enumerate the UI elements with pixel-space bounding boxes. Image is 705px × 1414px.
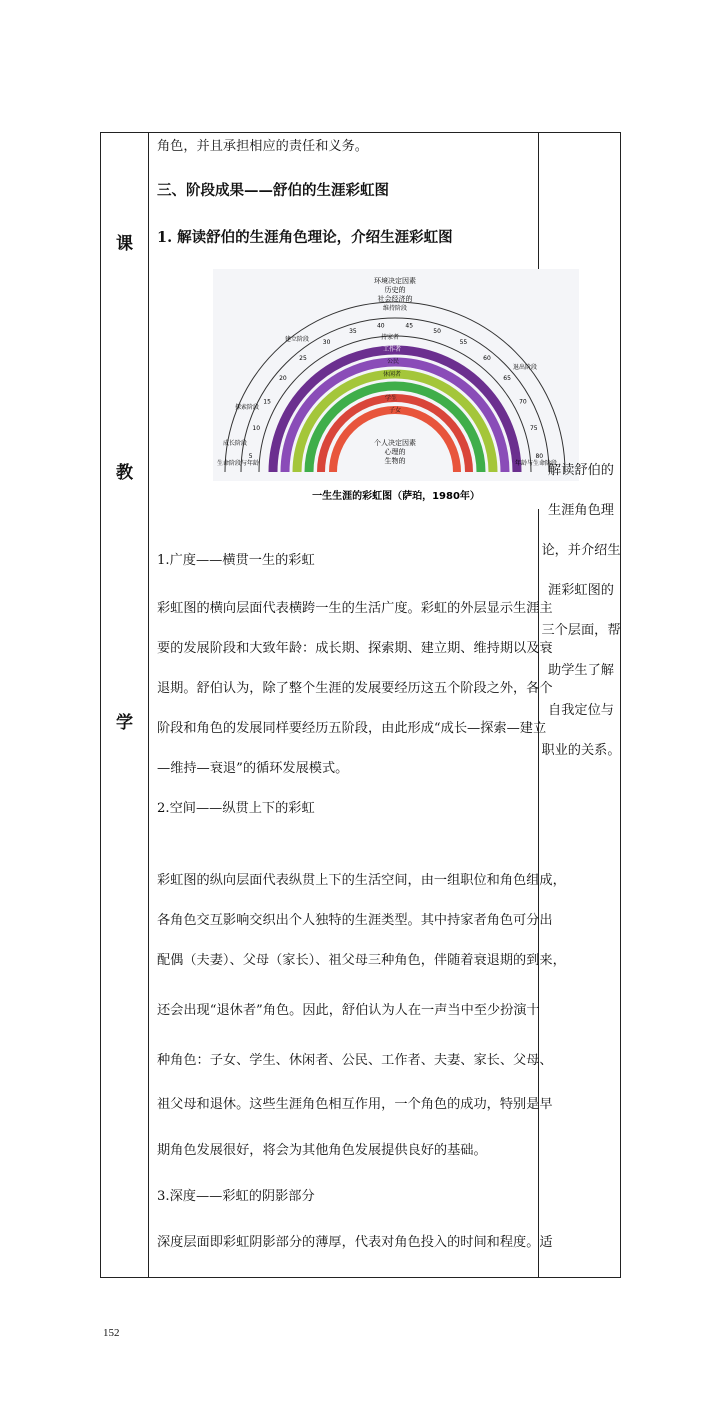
right-column bbox=[540, 133, 622, 1277]
text-line: 阶段和角色的发展同样要经历五阶段，由此形成“成长—探索—建立 bbox=[157, 721, 547, 736]
age-tick-label: 20 bbox=[279, 375, 287, 382]
text-line: 配偶（夫妻）、父母（家长）、祖父母三种角色，伴随着衰退期的到来， bbox=[157, 953, 566, 968]
text-line: 彩虹图的横向层面代表横跨一生的生活广度。彩虹的外层显示生涯主 bbox=[157, 601, 553, 616]
stage-label: 成长阶段 bbox=[223, 440, 248, 447]
subsection-heading: 1. 解读舒伯的生涯角色理论，介绍生涯彩虹图 bbox=[157, 229, 453, 246]
age-tick-label: 15 bbox=[263, 398, 271, 406]
note-line: 涯彩虹图的 bbox=[548, 583, 614, 598]
page-number: 152 bbox=[103, 1327, 120, 1339]
text-line: —维持—衰退”的循环发展模式。 bbox=[157, 761, 349, 776]
text-line: 还会出现“退休者”角色。因此，舒伯认为人在一声当中至少扮演十 bbox=[157, 1003, 540, 1018]
text-line: 要的发展阶段和大致年龄：成长期、探索期、建立期、维持期以及衰 bbox=[157, 641, 553, 656]
top-label: 环境决定因素 bbox=[374, 277, 416, 285]
age-tick-label: 25 bbox=[299, 354, 307, 362]
role-label: 工作者 bbox=[383, 346, 402, 353]
age-tick-label: 5 bbox=[248, 452, 253, 460]
note-line: 论，并介绍生 bbox=[541, 543, 621, 558]
bottom-label: 个人决定因素 bbox=[374, 439, 416, 447]
top-label: 维持阶段 bbox=[382, 305, 408, 312]
section-title: 2.空间——纵贯上下的彩虹 bbox=[157, 801, 315, 816]
text-line: 各角色交互影响交织出个人独特的生涯类型。其中持家者角色可分出 bbox=[157, 913, 553, 928]
age-tick-label: 30 bbox=[322, 339, 331, 347]
note-line: 职业的关系。 bbox=[541, 743, 621, 758]
age-tick-label: 60 bbox=[483, 354, 491, 362]
vertical-char: 学 bbox=[116, 713, 133, 733]
vertical-char: 课 bbox=[116, 234, 133, 254]
age-tick-label: 50 bbox=[433, 328, 441, 336]
section-heading: 三、阶段成果——舒伯的生涯彩虹图 bbox=[157, 182, 389, 199]
vertical-char: 教 bbox=[116, 463, 133, 483]
role-label: 持家者 bbox=[381, 334, 400, 341]
text-line: 彩虹图的纵向层面代表纵贯上下的生活空间，由一组职位和角色组成， bbox=[157, 873, 566, 888]
text-line: 角色，并且承担相应的责任和义务。 bbox=[157, 139, 368, 154]
note-line: 助学生了解 bbox=[548, 663, 614, 678]
age-tick-label: 65 bbox=[503, 375, 511, 382]
age-tick-label: 75 bbox=[529, 424, 538, 432]
age-tick-label: 10 bbox=[252, 424, 261, 432]
section-title: 1.广度——横贯一生的彩虹 bbox=[157, 553, 315, 568]
text-line: 祖父母和退休。这些生涯角色相互作用，一个角色的成功，特别是早 bbox=[157, 1097, 553, 1112]
age-tick-label: 40 bbox=[376, 322, 385, 330]
role-label: 公民 bbox=[387, 358, 400, 365]
top-label: 历史的 bbox=[384, 286, 406, 294]
left-column bbox=[101, 133, 148, 1277]
career-rainbow-figure bbox=[213, 269, 579, 509]
lesson-table bbox=[100, 132, 621, 1278]
stage-label: 退出阶段 bbox=[513, 364, 538, 371]
note-line: 自我定位与 bbox=[548, 703, 614, 718]
bottom-label: 心理的 bbox=[384, 448, 406, 456]
stage-label: 探索阶段 bbox=[235, 404, 260, 411]
stage-label: 建立阶段 bbox=[285, 336, 310, 343]
age-tick-label: 80 bbox=[535, 452, 544, 460]
note-line: 三个层面，帮 bbox=[541, 623, 621, 638]
stage-label: 年龄与生命阶段 bbox=[515, 460, 558, 467]
top-label: 社会经济的 bbox=[377, 295, 413, 303]
text-line: 期角色发展很好，将会为其他角色发展提供良好的基础。 bbox=[157, 1143, 487, 1158]
bottom-label: 生物的 bbox=[384, 457, 406, 465]
role-label: 休闲者 bbox=[383, 371, 402, 378]
text-line: 退期。舒伯认为，除了整个生涯的发展要经历这五个阶段之外，各个 bbox=[157, 681, 553, 696]
column-divider bbox=[148, 133, 149, 1277]
text-line: 深度层面即彩虹阴影部分的薄厚，代表对角色投入的时间和程度。适 bbox=[157, 1235, 553, 1250]
age-tick-label: 35 bbox=[349, 328, 357, 336]
role-label: 子女 bbox=[389, 407, 402, 414]
age-tick-label: 55 bbox=[459, 339, 468, 347]
section-title: 3.深度——彩虹的阴影部分 bbox=[157, 1189, 315, 1204]
figure-caption: 一生生涯的彩虹图（萨珀，1980年） bbox=[312, 491, 480, 502]
note-line: 生涯角色理 bbox=[548, 503, 614, 518]
age-tick-label: 70 bbox=[519, 398, 527, 406]
role-label: 学生 bbox=[385, 395, 398, 402]
age-tick-label: 45 bbox=[405, 322, 414, 330]
stage-label: 生命阶段与年龄 bbox=[217, 460, 260, 467]
note-line: 解读舒伯的 bbox=[548, 463, 614, 478]
text-line: 种角色：子女、学生、休闲者、公民、工作者、夫妻、家长、父母、 bbox=[157, 1053, 553, 1068]
